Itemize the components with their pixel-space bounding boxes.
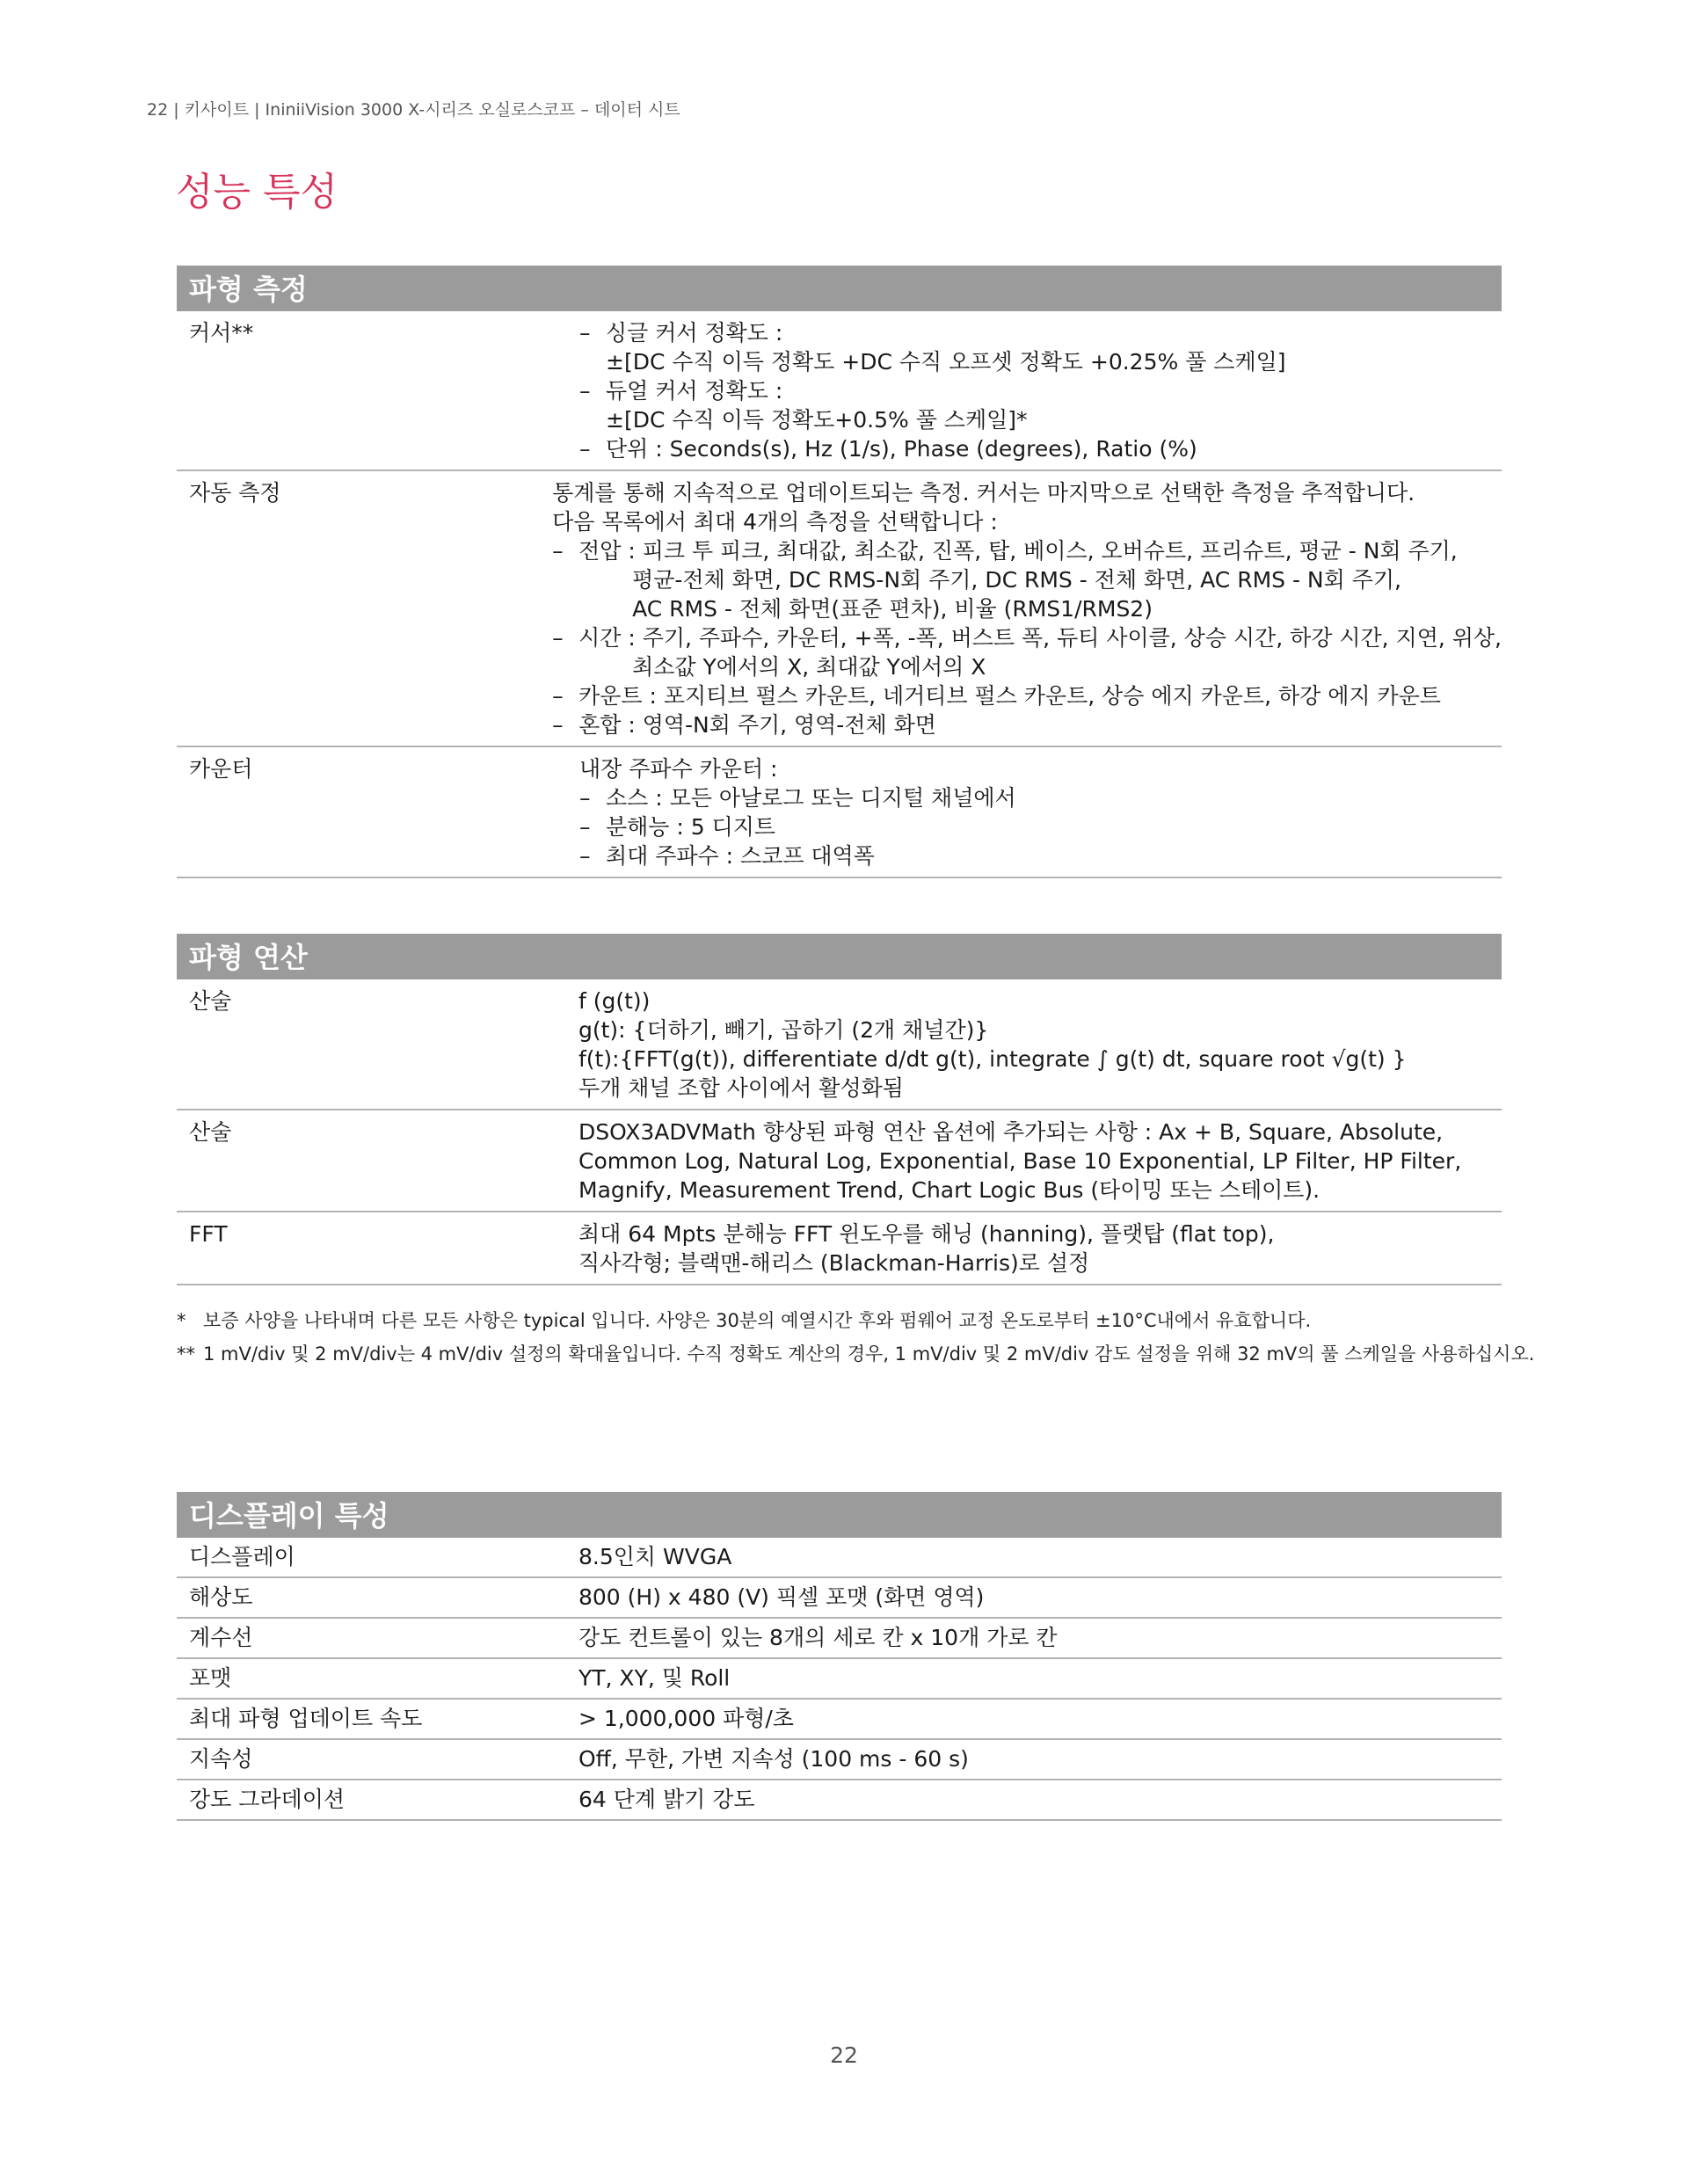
auto-line-1: 통계를 통해 지속적으로 업데이트되는 측정. 커서는 마지막으로 선택한 측정을 추적합니다. xyxy=(552,480,1415,506)
counter-line-4: 최대 주파수 : 스코프 대역폭 xyxy=(606,843,875,869)
spec-label-cursor: 커서** xyxy=(189,320,254,346)
auto-line-7: 최소값 Y에서의 X, 최대값 Y에서의 X xyxy=(632,654,986,680)
math2-line-2: Common Log, Natural Log, Exponential, Base 10 Exponential, LP Filter, HP Filter, xyxy=(578,1148,1462,1174)
spec-label-counter: 카운터 xyxy=(189,756,253,782)
spec-value-cursor: – 싱글 커서 정확도 : ±[DC 수직 이득 정확도 +DC 수직 오프셋 정확도 +0.25% 풀 스케일] – 듀얼 커서 정확도 : ±[DC 수직 이득 정확도+0.5% 풀 스케일]* – 단위 : Seconds(s), Hz (1/s), Phase (degrees), Ratio (%) xyxy=(579,320,1286,462)
section-title-waveform-math: 파형 연산 xyxy=(177,934,1502,979)
spec-row-display xyxy=(177,1538,1502,1578)
spec-value-persistence: Off, 무한, 가변 지속성 (100 ms - 60 s) xyxy=(578,1746,969,1772)
cursor-line-3: 듀얼 커서 정확도 : xyxy=(606,378,783,404)
counter-line-1: 내장 주파수 카운터 : xyxy=(579,756,778,782)
cursor-line-2: ±[DC 수직 이득 정확도 +DC 수직 오프셋 정확도 +0.25% 풀 스케일] xyxy=(606,349,1286,375)
auto-line-2: 다음 목록에서 최대 4개의 측정을 선택합니다 : xyxy=(552,509,998,535)
spec-row-graticule xyxy=(177,1619,1502,1659)
math1-line-2: g(t): {더하기, 빼기, 곱하기 (2개 채널간)} xyxy=(578,1017,989,1043)
math1-line-3: f(t):{FFT(g(t)), differentiate d/dt g(t), integrate ∫ g(t) dt, square root √g(t) } xyxy=(578,1046,1407,1072)
spec-label-display: 디스플레이 xyxy=(189,1544,295,1569)
spec-value-resolution: 800 (H) x 480 (V) 픽셀 포맷 (화면 영역) xyxy=(578,1584,985,1610)
spec-label-math-2: 산술 xyxy=(189,1119,232,1145)
math1-line-1: f (g(t)) xyxy=(578,988,651,1014)
spec-value-display: 8.5인치 WVGA xyxy=(578,1544,732,1569)
spec-row-resolution xyxy=(177,1578,1502,1619)
spec-row-update-rate xyxy=(177,1700,1502,1740)
page-title: 성능 특성 xyxy=(176,170,338,215)
waveform-math-section xyxy=(177,934,1502,1285)
spec-value-fft xyxy=(578,1212,1275,1284)
display-characteristics-section xyxy=(177,1492,1502,1821)
spec-row-intensity xyxy=(177,1780,1502,1821)
running-header: 22 | 키사이트 | IniniiVision 3000 X-시리즈 오실로스코프 – 데이터 시트 xyxy=(147,100,680,120)
spec-row-fft xyxy=(177,1212,1502,1285)
spec-row-counter xyxy=(177,747,1502,878)
spec-value-auto-measurement: 통계를 통해 지속적으로 업데이트되는 측정. 커서는 마지막으로 선택한 측정을 추적합니다. 다음 목록에서 최대 4개의 측정을 선택합니다 : – 전압 : 피크 투 피크, 최대값, 최소값, 진폭, 탑, 베이스, 오버슈트, 프리슈트, 평균 - N회 주기, 평균-전체 화면, DC RMS-N회 주기, DC RMS - 전체 화면, AC RMS - N회 주기, AC RMS - 전체 화면(표준 편차), 비율 (RMS1/RMS2) – 시간 : 주기, 주파수, 카운터, +폭, -폭, 버스트 폭, 듀티 사이클, 상승 시간, 하강 시간, 지연, 위상, 최소값 Y에서의 X, 최대값 Y에서의 X – 카운트 : 포지티브 펄스 카운트, 네거티브 펄스 카운트, 상승 에지 카운트, 하강 에지 카운트 – 혼합 : 영역-N회 주기, 영역-전체 화면 xyxy=(552,471,1502,746)
page-number: 22 xyxy=(830,2042,858,2068)
math1-line-4: 두개 채널 조합 사이에서 활성화됨 xyxy=(578,1075,904,1101)
spec-label-persistence: 지속성 xyxy=(189,1746,253,1772)
spec-value-intensity: 64 단계 밝기 강도 xyxy=(578,1787,755,1812)
spec-row-auto-measurement xyxy=(177,471,1502,747)
math2-line-3: Magnify, Measurement Trend, Chart Logic Bus (타이밍 또는 스테이트). xyxy=(578,1177,1321,1203)
section-title-waveform-measurements: 파형 측정 xyxy=(177,266,1502,311)
footnote-1-text: 보증 사양을 나타내며 다른 모든 사항은 typical 입니다. 사양은 30분의 예열시간 후와 펌웨어 교정 온도로부터 ±10°C내에서 유효합니다. xyxy=(203,1310,1312,1331)
counter-line-3: 분해능 : 5 디지트 xyxy=(606,814,776,840)
auto-line-5: AC RMS - 전체 화면(표준 편차), 비율 (RMS1/RMS2) xyxy=(632,596,1153,622)
cursor-line-5: 단위 : Seconds(s), Hz (1/s), Phase (degrees), Ratio (%) xyxy=(606,436,1197,462)
spec-row-cursor xyxy=(177,311,1502,471)
spec-label-fft: FFT xyxy=(189,1221,228,1247)
spec-row-format xyxy=(177,1659,1502,1700)
auto-line-6: 시간 : 주기, 주파수, 카운터, +폭, -폭, 버스트 폭, 듀티 사이클, 상승 시간, 하강 시간, 지연, 위상, xyxy=(578,625,1502,651)
spec-row-math-2 xyxy=(177,1110,1502,1212)
spec-value-counter: 내장 주파수 카운터 : – 소스 : 모든 아날로그 또는 디지털 채널에서 – 분해능 : 5 디지트 – 최대 주파수 : 스코프 대역폭 xyxy=(579,747,1016,877)
counter-line-2: 소스 : 모든 아날로그 또는 디지털 채널에서 xyxy=(606,785,1016,811)
auto-line-4: 평균-전체 화면, DC RMS-N회 주기, DC RMS - 전체 화면, AC RMS - N회 주기, xyxy=(632,567,1401,593)
footnote-2-text: 1 mV/div 및 2 mV/div는 4 mV/div 설정의 확대율입니다. 수직 정확도 계산의 경우, 1 mV/div 및 2 mV/div 감도 설정을 위해 32 mV의 풀 스케일을 사용하십시오. xyxy=(203,1343,1535,1365)
auto-line-9: 혼합 : 영역-N회 주기, 영역-전체 화면 xyxy=(578,712,936,738)
auto-line-3: 전압 : 피크 투 피크, 최대값, 최소값, 진폭, 탑, 베이스, 오버슈트, 프리슈트, 평균 - N회 주기, xyxy=(578,538,1458,564)
fft-line-2: 직사각형; 블랙맨-해리스 (Blackman-Harris)로 설정 xyxy=(578,1250,1090,1276)
section-title-display-characteristics: 디스플레이 특성 xyxy=(177,1492,1502,1538)
spec-label-math-1: 산술 xyxy=(189,988,232,1014)
cursor-line-4: ±[DC 수직 이득 정확도+0.5% 풀 스케일]* xyxy=(606,407,1028,433)
spec-value-update-rate: > 1,000,000 파형/초 xyxy=(578,1706,794,1731)
waveform-measurements-section xyxy=(177,266,1502,878)
footnote-1-mark: * xyxy=(177,1310,186,1331)
spec-row-math-1 xyxy=(177,979,1502,1110)
footnote-1 xyxy=(177,1307,1311,1333)
math2-line-1: DSOX3ADVMath 향상된 파형 연산 옵션에 추가되는 사항 : Ax + B, Square, Absolute, xyxy=(578,1119,1444,1145)
spec-value-graticule: 강도 컨트롤이 있는 8개의 세로 칸 x 10개 가로 칸 xyxy=(578,1625,1058,1650)
spec-value-format: YT, XY, 및 Roll xyxy=(578,1665,731,1691)
spec-label-auto-measurement: 자동 측정 xyxy=(189,480,281,506)
cursor-line-1: 싱글 커서 정확도 : xyxy=(606,320,783,346)
spec-label-format: 포맷 xyxy=(189,1665,232,1691)
spec-label-graticule: 계수선 xyxy=(189,1625,253,1650)
spec-value-math-2 xyxy=(578,1110,1461,1211)
spec-value-math-1 xyxy=(578,979,1407,1109)
spec-label-intensity: 강도 그라데이션 xyxy=(189,1787,345,1812)
footnote-2-mark: ** xyxy=(177,1343,195,1365)
auto-line-8: 카운트 : 포지티브 펄스 카운트, 네거티브 펄스 카운트, 상승 에지 카운트, 하강 에지 카운트 xyxy=(578,683,1441,709)
footnote-2 xyxy=(177,1340,1534,1366)
fft-line-1: 최대 64 Mpts 분해능 FFT 윈도우를 해닝 (hanning), 플랫탑 (flat top), xyxy=(578,1221,1275,1247)
spec-row-persistence xyxy=(177,1740,1502,1780)
spec-label-update-rate: 최대 파형 업데이트 속도 xyxy=(189,1706,423,1731)
spec-label-resolution: 해상도 xyxy=(189,1584,253,1610)
